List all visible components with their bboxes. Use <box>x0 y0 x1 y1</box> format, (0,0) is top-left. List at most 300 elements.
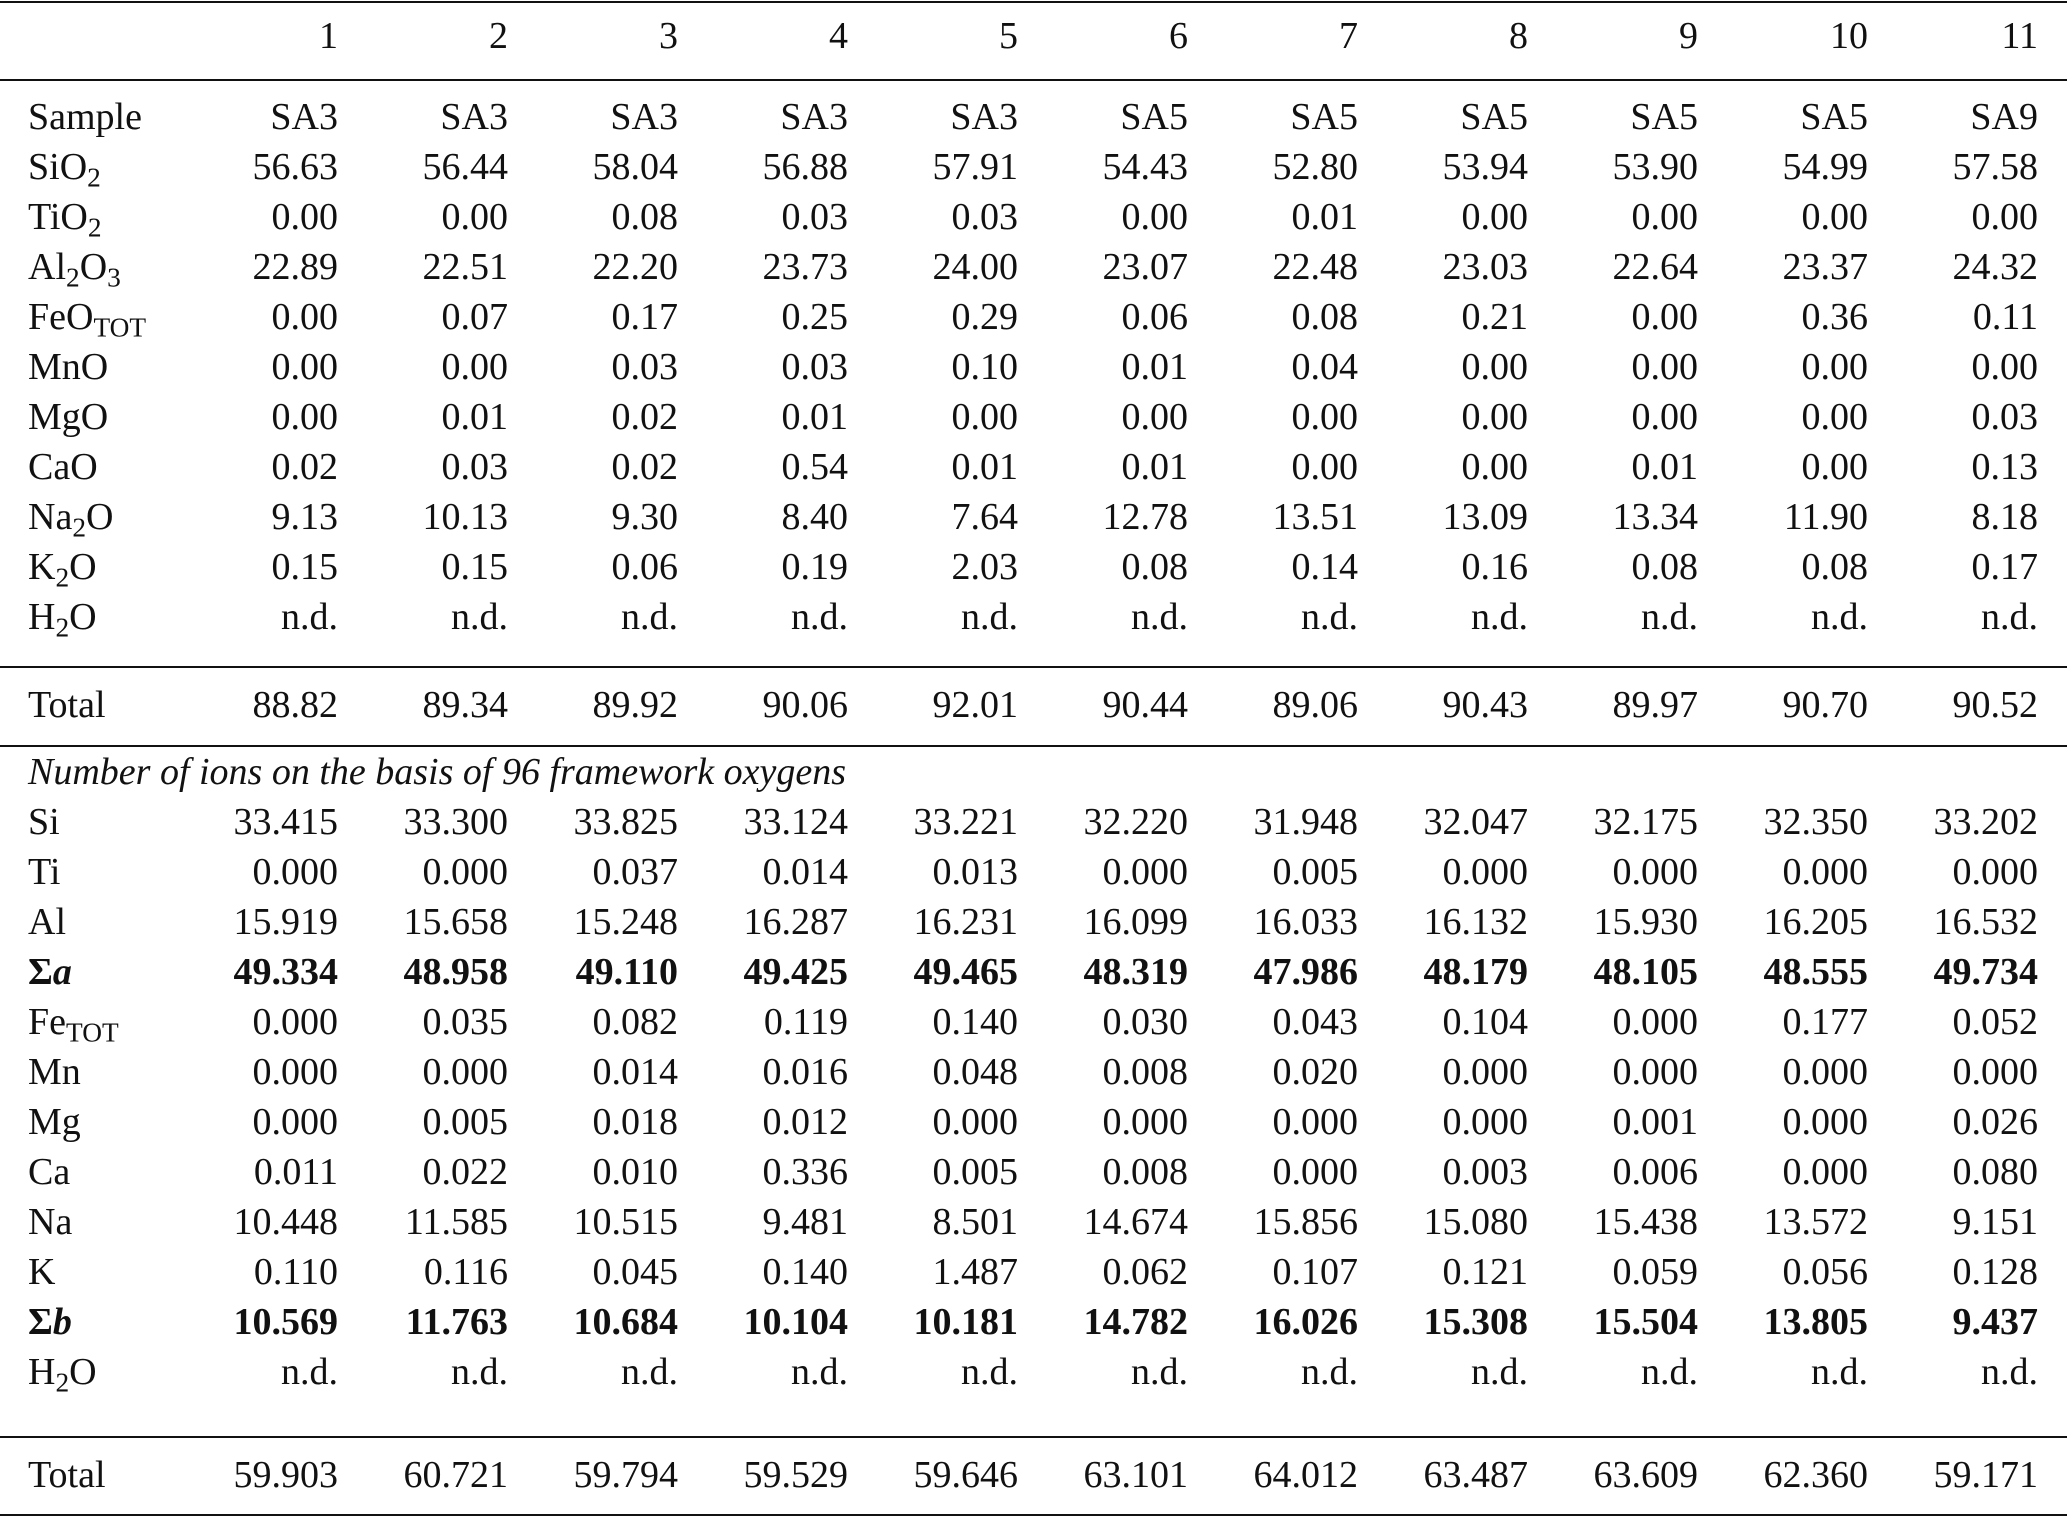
value-cell: 0.00 <box>271 196 338 238</box>
value-cell: 0.177 <box>1782 1001 1868 1043</box>
value-cell: 14.782 <box>1083 1301 1188 1343</box>
value-cell: n.d. <box>1811 596 1868 638</box>
value-cell: 63.609 <box>1593 1454 1698 1496</box>
value-cell: 0.00 <box>441 346 508 388</box>
value-cell: SA5 <box>1290 96 1358 138</box>
value-cell: 0.01 <box>1121 446 1188 488</box>
ions-total-rule <box>0 1436 2067 1438</box>
value-cell: 16.287 <box>743 901 848 943</box>
row-label <box>28 242 121 292</box>
label-tail: O <box>69 596 97 638</box>
value-cell: 15.658 <box>403 901 508 943</box>
value-cell: 0.003 <box>1442 1151 1528 1193</box>
label-main: SiO <box>28 146 88 188</box>
column-number: 6 <box>1169 15 1188 57</box>
value-cell: 16.231 <box>913 901 1018 943</box>
value-cell: n.d. <box>791 1351 848 1393</box>
value-cell: 33.124 <box>743 801 848 843</box>
value-cell: 32.220 <box>1083 801 1188 843</box>
ion-sum-row <box>0 1297 2067 1347</box>
value-cell: 14.674 <box>1083 1201 1188 1243</box>
value-cell: 0.000 <box>422 1051 508 1093</box>
value-cell: 0.03 <box>1971 396 2038 438</box>
ion-row <box>0 997 2067 1047</box>
ion-row <box>0 847 2067 897</box>
label-tail: O <box>69 546 97 588</box>
label-subscript: 2 <box>66 262 80 293</box>
value-cell: 15.308 <box>1423 1301 1528 1343</box>
value-cell: 89.06 <box>1272 684 1358 726</box>
value-cell: 0.06 <box>611 546 678 588</box>
value-cell: SA3 <box>440 96 508 138</box>
value-cell: 12.78 <box>1102 496 1188 538</box>
column-number: 4 <box>829 15 848 57</box>
value-cell: 8.18 <box>1971 496 2038 538</box>
value-cell: 48.105 <box>1593 951 1698 993</box>
column-number: 7 <box>1339 15 1358 57</box>
value-cell: 0.035 <box>422 1001 508 1043</box>
value-cell: 0.012 <box>762 1101 848 1143</box>
value-cell: 0.140 <box>762 1251 848 1293</box>
value-cell: 0.008 <box>1102 1151 1188 1193</box>
value-cell: 11.763 <box>405 1301 508 1343</box>
value-cell: 0.08 <box>1121 546 1188 588</box>
column-number: 11 <box>2001 15 2038 57</box>
value-cell: 0.000 <box>252 851 338 893</box>
value-cell: 32.350 <box>1763 801 1868 843</box>
value-cell: SA3 <box>270 96 338 138</box>
value-cell: 54.43 <box>1102 146 1188 188</box>
value-cell: 1.487 <box>932 1251 1018 1293</box>
value-cell: 33.221 <box>913 801 1018 843</box>
value-cell: 0.020 <box>1272 1051 1358 1093</box>
value-cell: 0.082 <box>592 1001 678 1043</box>
ion-row <box>0 1247 2067 1297</box>
oxide-row <box>0 592 2067 642</box>
value-cell: 0.36 <box>1801 296 1868 338</box>
value-cell: 8.40 <box>781 496 848 538</box>
value-cell: 0.00 <box>1291 446 1358 488</box>
value-cell: n.d. <box>451 596 508 638</box>
value-cell: 0.116 <box>423 1251 508 1293</box>
row-label <box>28 592 97 642</box>
value-cell: n.d. <box>1471 1351 1528 1393</box>
row-label <box>28 1297 72 1347</box>
value-cell: 0.00 <box>441 196 508 238</box>
value-cell: 53.94 <box>1442 146 1528 188</box>
value-cell: 0.08 <box>1801 546 1868 588</box>
value-cell: 0.29 <box>951 296 1018 338</box>
value-cell: 10.181 <box>913 1301 1018 1343</box>
value-cell: n.d. <box>1301 1351 1358 1393</box>
value-cell: 0.02 <box>271 446 338 488</box>
value-cell: 9.437 <box>1952 1301 2038 1343</box>
value-cell: 22.20 <box>592 246 678 288</box>
value-cell: 9.481 <box>762 1201 848 1243</box>
value-cell: 0.052 <box>1952 1001 2038 1043</box>
column-number: 9 <box>1679 15 1698 57</box>
row-label: Sample <box>28 96 142 138</box>
value-cell: 23.07 <box>1102 246 1188 288</box>
value-cell: 15.248 <box>573 901 678 943</box>
value-cell: n.d. <box>621 596 678 638</box>
ion-row <box>0 1047 2067 1097</box>
value-cell: 0.001 <box>1612 1101 1698 1143</box>
value-cell: n.d. <box>1131 596 1188 638</box>
value-cell: 0.000 <box>1782 851 1868 893</box>
value-cell: 90.44 <box>1102 684 1188 726</box>
value-cell: 0.128 <box>1952 1251 2038 1293</box>
oxide-total-row <box>0 680 2067 730</box>
value-cell: 0.00 <box>271 296 338 338</box>
value-cell: 0.00 <box>1971 196 2038 238</box>
value-cell: n.d. <box>621 1351 678 1393</box>
oxide-row <box>0 92 2067 142</box>
value-cell: 90.52 <box>1952 684 2038 726</box>
value-cell: 90.06 <box>762 684 848 726</box>
label-main: Na <box>28 496 73 538</box>
value-cell: n.d. <box>1471 596 1528 638</box>
value-cell: 0.01 <box>1121 346 1188 388</box>
sigma-variable: b <box>52 1301 72 1343</box>
row-label: CaO <box>28 446 98 488</box>
oxide-row <box>0 392 2067 442</box>
value-cell: 0.037 <box>592 851 678 893</box>
total-label: Total <box>28 684 106 726</box>
value-cell: 0.062 <box>1102 1251 1188 1293</box>
row-label: Na <box>28 1201 73 1243</box>
oxide-row <box>0 542 2067 592</box>
value-cell: 9.151 <box>1952 1201 2038 1243</box>
value-cell: 0.00 <box>1461 346 1528 388</box>
value-cell: 0.000 <box>1442 851 1528 893</box>
value-cell: 0.25 <box>781 296 848 338</box>
value-cell: 56.63 <box>252 146 338 188</box>
value-cell: 0.121 <box>1442 1251 1528 1293</box>
value-cell: 49.734 <box>1933 951 2038 993</box>
value-cell: SA3 <box>950 96 1018 138</box>
value-cell: 15.438 <box>1593 1201 1698 1243</box>
value-cell: n.d. <box>1301 596 1358 638</box>
section-title: Number of ions on the basis of 96 framework oxygens <box>28 751 847 793</box>
value-cell: 0.336 <box>762 1151 848 1193</box>
row-label <box>28 292 146 342</box>
value-cell: 22.48 <box>1272 246 1358 288</box>
value-cell: 10.684 <box>573 1301 678 1343</box>
label-main: TiO <box>28 196 88 238</box>
row-label <box>28 947 72 997</box>
label-mid: O <box>79 246 108 288</box>
value-cell: 0.00 <box>1631 196 1698 238</box>
value-cell: n.d. <box>281 1351 338 1393</box>
value-cell: 63.487 <box>1423 1454 1528 1496</box>
row-label: MgO <box>28 396 109 438</box>
value-cell: 23.37 <box>1782 246 1868 288</box>
label-main: Fe <box>28 1001 66 1043</box>
column-number: 10 <box>1830 15 1868 57</box>
oxide-row <box>0 192 2067 242</box>
value-cell: 13.51 <box>1272 496 1358 538</box>
column-number: 3 <box>659 15 678 57</box>
value-cell: 10.515 <box>573 1201 678 1243</box>
value-cell: 0.045 <box>592 1251 678 1293</box>
value-cell: 49.465 <box>913 951 1018 993</box>
value-cell: 0.19 <box>781 546 848 588</box>
value-cell: 0.08 <box>1291 296 1358 338</box>
oxide-row <box>0 342 2067 392</box>
value-cell: 16.026 <box>1253 1301 1358 1343</box>
value-cell: 0.00 <box>1801 196 1868 238</box>
value-cell: 0.03 <box>951 196 1018 238</box>
value-cell: 0.000 <box>1102 1101 1188 1143</box>
label-subscript: 2 <box>55 562 70 593</box>
value-cell: 0.000 <box>1442 1101 1528 1143</box>
value-cell: 56.88 <box>762 146 848 188</box>
value-cell: SA5 <box>1120 96 1188 138</box>
value-cell: 52.80 <box>1272 146 1358 188</box>
value-cell: 8.501 <box>932 1201 1018 1243</box>
value-cell: 0.016 <box>762 1051 848 1093</box>
value-cell: 0.21 <box>1461 296 1528 338</box>
value-cell: n.d. <box>1981 596 2038 638</box>
value-cell: 15.856 <box>1253 1201 1358 1243</box>
value-cell: 0.13 <box>1971 446 2038 488</box>
value-cell: 60.721 <box>403 1454 508 1496</box>
value-cell: 0.00 <box>1121 196 1188 238</box>
value-cell: 0.00 <box>1801 396 1868 438</box>
ion-row <box>0 1147 2067 1197</box>
value-cell: 13.34 <box>1612 496 1698 538</box>
value-cell: 0.07 <box>441 296 508 338</box>
oxide-row <box>0 292 2067 342</box>
value-cell: 0.17 <box>611 296 678 338</box>
label-subscript: 2 <box>72 512 86 543</box>
value-cell: 31.948 <box>1253 801 1358 843</box>
label-subscript: 3 <box>107 262 121 293</box>
ion-row <box>0 1347 2067 1397</box>
label-subscript: 2 <box>55 1367 70 1398</box>
value-cell: 62.360 <box>1763 1454 1868 1496</box>
value-cell: 49.425 <box>743 951 848 993</box>
value-cell: 11.585 <box>404 1201 508 1243</box>
row-label <box>28 492 113 542</box>
value-cell: 15.919 <box>233 901 338 943</box>
value-cell: n.d. <box>961 1351 1018 1393</box>
oxide-row <box>0 242 2067 292</box>
value-cell: 0.000 <box>1782 1151 1868 1193</box>
label-main: H <box>28 1351 56 1393</box>
row-label: Mg <box>28 1101 81 1143</box>
value-cell: 57.91 <box>932 146 1018 188</box>
label-main: K <box>28 546 56 588</box>
oxide-row <box>0 492 2067 542</box>
value-cell: 0.00 <box>951 396 1018 438</box>
top-rule <box>0 1 2067 3</box>
value-cell: 33.415 <box>233 801 338 843</box>
value-cell: 10.448 <box>233 1201 338 1243</box>
column-header-row <box>0 11 2067 61</box>
value-cell: 0.022 <box>422 1151 508 1193</box>
label-main: FeO <box>28 296 94 338</box>
value-cell: 0.00 <box>1971 346 2038 388</box>
column-number: 8 <box>1509 15 1528 57</box>
value-cell: 0.000 <box>932 1101 1018 1143</box>
sigma-variable: a <box>52 951 72 993</box>
value-cell: 0.15 <box>441 546 508 588</box>
value-cell: 0.00 <box>1631 346 1698 388</box>
label-main: H <box>28 596 56 638</box>
value-cell: 63.101 <box>1083 1454 1188 1496</box>
value-cell: 10.104 <box>743 1301 848 1343</box>
value-cell: 24.00 <box>932 246 1018 288</box>
value-cell: 0.000 <box>422 851 508 893</box>
value-cell: 0.110 <box>253 1251 338 1293</box>
value-cell: 0.04 <box>1291 346 1358 388</box>
value-cell: 15.504 <box>1593 1301 1698 1343</box>
value-cell: 48.319 <box>1083 951 1188 993</box>
value-cell: 0.06 <box>1121 296 1188 338</box>
value-cell: 0.00 <box>1801 446 1868 488</box>
value-cell: 0.140 <box>932 1001 1018 1043</box>
value-cell: 0.00 <box>1121 396 1188 438</box>
value-cell: 13.09 <box>1442 496 1528 538</box>
value-cell: 7.64 <box>951 496 1018 538</box>
value-cell: 0.107 <box>1272 1251 1358 1293</box>
value-cell: 56.44 <box>422 146 508 188</box>
value-cell: 0.03 <box>441 446 508 488</box>
value-cell: 0.00 <box>1631 396 1698 438</box>
value-cell: 49.334 <box>233 951 338 993</box>
value-cell: 0.00 <box>1461 196 1528 238</box>
value-cell: 0.03 <box>611 346 678 388</box>
value-cell: 33.825 <box>573 801 678 843</box>
value-cell: 59.529 <box>743 1454 848 1496</box>
value-cell: 0.000 <box>252 1001 338 1043</box>
value-cell: 0.14 <box>1291 546 1358 588</box>
ion-row <box>0 897 2067 947</box>
value-cell: 0.000 <box>252 1051 338 1093</box>
column-number: 1 <box>319 15 338 57</box>
value-cell: 0.048 <box>932 1051 1018 1093</box>
value-cell: 32.047 <box>1423 801 1528 843</box>
row-label <box>28 142 101 192</box>
value-cell: SA3 <box>780 96 848 138</box>
value-cell: 0.080 <box>1952 1151 2038 1193</box>
value-cell: 0.02 <box>611 396 678 438</box>
value-cell: 0.011 <box>253 1151 338 1193</box>
value-cell: 0.16 <box>1461 546 1528 588</box>
label-tail: O <box>69 1351 97 1393</box>
value-cell: 0.059 <box>1612 1251 1698 1293</box>
value-cell: 0.005 <box>932 1151 1018 1193</box>
value-cell: 32.175 <box>1593 801 1698 843</box>
value-cell: 0.00 <box>1631 296 1698 338</box>
ion-row <box>0 1197 2067 1247</box>
label-subscript: 2 <box>87 212 102 243</box>
value-cell: 59.794 <box>573 1454 678 1496</box>
value-cell: 0.01 <box>1631 446 1698 488</box>
value-cell: 0.005 <box>1272 851 1358 893</box>
sigma-symbol: Σ <box>28 1301 53 1343</box>
header-rule <box>0 79 2067 81</box>
value-cell: 9.30 <box>611 496 678 538</box>
value-cell: 0.010 <box>592 1151 678 1193</box>
value-cell: 47.986 <box>1253 951 1358 993</box>
label-subscript: TOT <box>66 1017 119 1048</box>
value-cell: 0.00 <box>1461 446 1528 488</box>
oxide-row <box>0 142 2067 192</box>
value-cell: 58.04 <box>592 146 678 188</box>
value-cell: 15.930 <box>1593 901 1698 943</box>
value-cell: 0.000 <box>1782 1101 1868 1143</box>
value-cell: 0.018 <box>592 1101 678 1143</box>
value-cell: 59.646 <box>913 1454 1018 1496</box>
value-cell: 23.73 <box>762 246 848 288</box>
value-cell: 0.03 <box>781 346 848 388</box>
value-cell: 22.89 <box>252 246 338 288</box>
value-cell: 57.58 <box>1952 146 2038 188</box>
value-cell: SA5 <box>1460 96 1528 138</box>
value-cell: 89.97 <box>1612 684 1698 726</box>
value-cell: 48.555 <box>1763 951 1868 993</box>
value-cell: 0.00 <box>1461 396 1528 438</box>
value-cell: 0.01 <box>441 396 508 438</box>
ion-row <box>0 1097 2067 1147</box>
value-cell: 48.179 <box>1423 951 1528 993</box>
value-cell: 90.43 <box>1442 684 1528 726</box>
value-cell: 0.01 <box>781 396 848 438</box>
value-cell: n.d. <box>451 1351 508 1393</box>
row-label: Si <box>28 801 60 843</box>
row-label <box>28 192 102 242</box>
value-cell: 90.70 <box>1782 684 1868 726</box>
row-label: K <box>28 1251 56 1293</box>
value-cell: 16.205 <box>1763 901 1868 943</box>
value-cell: 0.000 <box>1612 851 1698 893</box>
value-cell: 11.90 <box>1783 496 1868 538</box>
value-cell: 16.532 <box>1933 901 2038 943</box>
row-label <box>28 1347 97 1397</box>
value-cell: 0.02 <box>611 446 678 488</box>
value-cell: 53.90 <box>1612 146 1698 188</box>
value-cell: 0.000 <box>1102 851 1188 893</box>
value-cell: n.d. <box>1131 1351 1188 1393</box>
sigma-symbol: Σ <box>28 951 53 993</box>
row-label <box>28 542 97 592</box>
value-cell: 0.030 <box>1102 1001 1188 1043</box>
value-cell: 0.056 <box>1782 1251 1868 1293</box>
column-number: 5 <box>999 15 1018 57</box>
value-cell: 2.03 <box>951 546 1018 588</box>
bottom-rule <box>0 1514 2067 1516</box>
value-cell: 0.119 <box>763 1001 848 1043</box>
row-label: Ti <box>28 851 61 893</box>
value-cell: 0.000 <box>1612 1001 1698 1043</box>
label-subscript: 2 <box>55 612 70 643</box>
value-cell: 0.00 <box>1801 346 1868 388</box>
value-cell: 13.805 <box>1763 1301 1868 1343</box>
value-cell: 0.000 <box>1952 851 2038 893</box>
value-cell: 0.11 <box>1972 296 2038 338</box>
value-cell: 0.008 <box>1102 1051 1188 1093</box>
value-cell: 0.54 <box>781 446 848 488</box>
value-cell: 64.012 <box>1253 1454 1358 1496</box>
value-cell: 0.014 <box>762 851 848 893</box>
value-cell: 0.00 <box>1291 396 1358 438</box>
value-cell: 0.014 <box>592 1051 678 1093</box>
value-cell: n.d. <box>1981 1351 2038 1393</box>
label-subscript: 2 <box>87 162 101 193</box>
